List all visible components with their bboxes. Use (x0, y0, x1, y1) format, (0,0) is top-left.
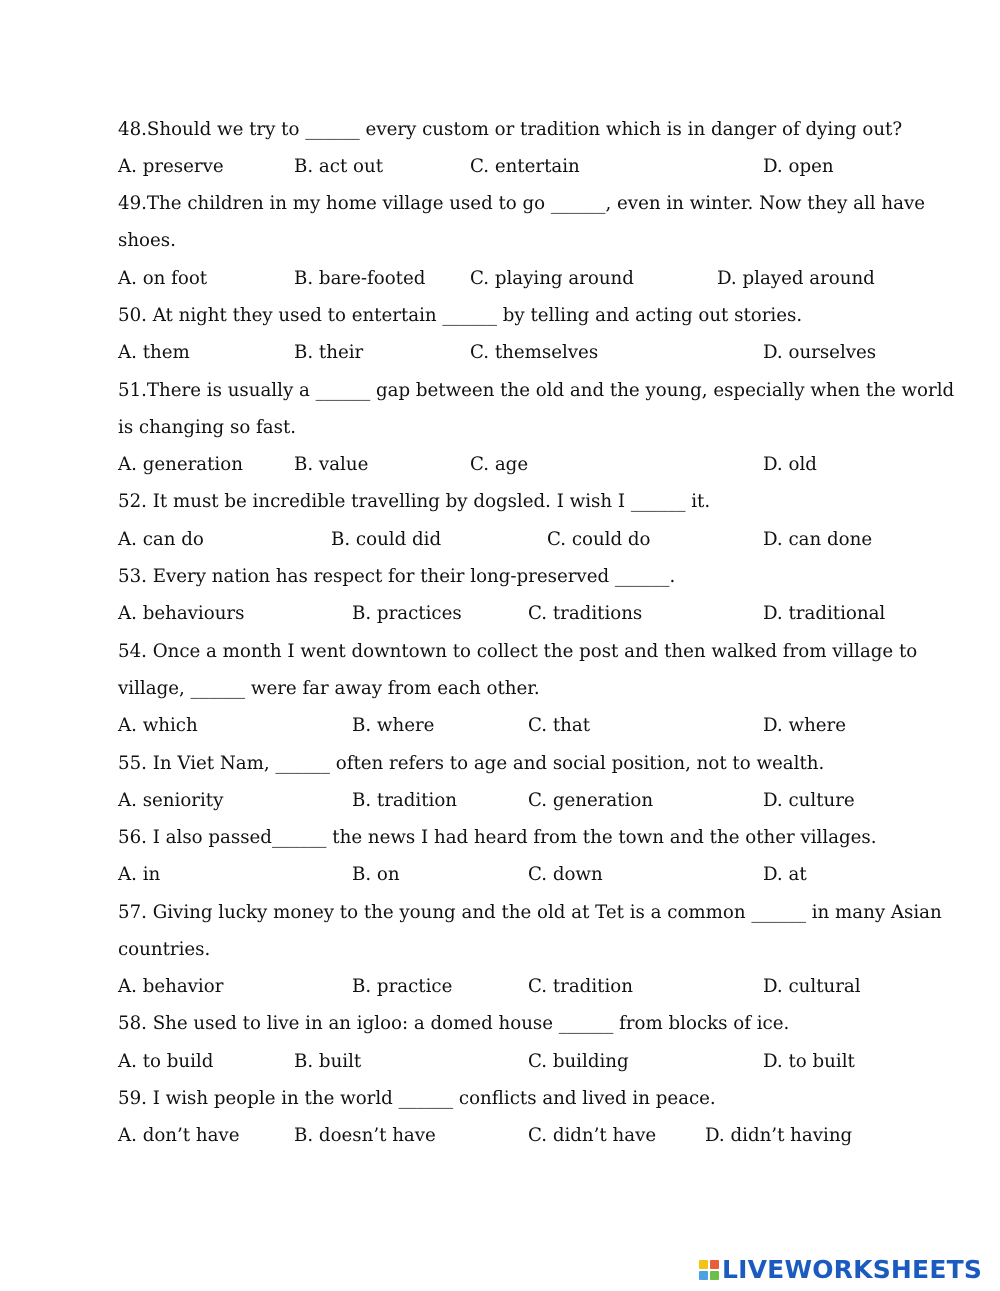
question-54-option-a: A. which (118, 715, 198, 736)
question-54-option-c: C. that (528, 715, 591, 736)
question-56-option-c: C. down (528, 864, 603, 885)
question-51-option-c: C. age (470, 454, 529, 475)
question-54-option-d: D. where (763, 715, 846, 736)
question-53-option-c: C. traditions (528, 603, 643, 624)
question-56-option-d: D. at (763, 864, 807, 885)
question-52-option-c: C. could do (547, 529, 651, 550)
question-51-option-d: D. old (763, 454, 817, 475)
question-51-option-b: B. value (294, 454, 369, 475)
question-49-text-continued: shoes. (118, 230, 176, 251)
question-58-option-d: D. to built (763, 1051, 855, 1072)
question-54-option-b: B. where (352, 715, 435, 736)
question-57-text-continued: countries. (118, 939, 211, 960)
question-58-option-b: B. built (294, 1051, 362, 1072)
question-49-text: 49.The children in my home village used to go ______, even in winter. Now they all have (118, 193, 925, 214)
question-59-option-b: B. doesn’t have (294, 1125, 436, 1146)
question-51-option-a: A. generation (118, 454, 243, 475)
question-49-option-b: B. bare-footed (294, 268, 426, 289)
question-54-text-continued: village, ______ were far away from each other. (118, 678, 540, 699)
question-49-option-a: A. on foot (118, 268, 208, 289)
question-56-option-b: B. on (352, 864, 400, 885)
question-52-option-d: D. can done (763, 529, 873, 550)
liveworksheets-logo (699, 1254, 982, 1286)
question-57-option-d: D. cultural (763, 976, 861, 997)
question-52-text: 52. It must be incredible travelling by dogsled. I wish I ______ it. (118, 491, 711, 512)
question-50-text: 50. At night they used to entertain ______ by telling and acting out stories. (118, 305, 803, 326)
question-51-text: 51.There is usually a ______ gap between the old and the young, especially when the world (118, 380, 955, 401)
question-55-option-b: B. tradition (352, 790, 458, 811)
question-56-text: 56. I also passed______ the news I had heard from the town and the other villages. (118, 827, 877, 848)
question-53-option-b: B. practices (352, 603, 462, 624)
question-59-text: 59. I wish people in the world ______ conflicts and lived in peace. (118, 1088, 716, 1109)
question-51-text-continued: is changing so fast. (118, 417, 297, 438)
question-53-option-d: D. traditional (763, 603, 886, 624)
question-48-option-b: B. act out (294, 156, 384, 177)
question-59-option-d: D. didn’t having (705, 1125, 853, 1146)
question-55-text: 55. In Viet Nam, ______ often refers to age and social position, not to wealth. (118, 753, 825, 774)
question-53-option-a: A. behaviours (118, 603, 245, 624)
question-48-option-d: D. open (763, 156, 834, 177)
question-50-option-b: B. their (294, 342, 364, 363)
question-50-option-a: A. them (118, 342, 190, 363)
question-50-option-d: D. ourselves (763, 342, 877, 363)
question-55-option-a: A. seniority (118, 790, 224, 811)
question-55-option-c: C. generation (528, 790, 654, 811)
question-49-option-c: C. playing around (470, 268, 634, 289)
question-56-option-a: A. in (118, 864, 161, 885)
liveworksheets-mark-icon (699, 1260, 719, 1280)
question-57-option-a: A. behavior (118, 976, 224, 997)
question-52-option-b: B. could did (331, 529, 442, 550)
question-59-option-c: C. didn’t have (528, 1125, 657, 1146)
question-49-option-d: D. played around (717, 268, 875, 289)
question-54-text: 54. Once a month I went downtown to collect the post and then walked from village to (118, 641, 918, 662)
question-58-option-c: C. building (528, 1051, 629, 1072)
question-50-option-c: C. themselves (470, 342, 599, 363)
question-59-option-a: A. don’t have (118, 1125, 240, 1146)
question-58-text: 58. She used to live in an igloo: a domed house ______ from blocks of ice. (118, 1013, 790, 1034)
question-48-option-a: A. preserve (118, 156, 224, 177)
question-53-text: 53. Every nation has respect for their long-preserved ______. (118, 566, 676, 587)
question-55-option-d: D. culture (763, 790, 855, 811)
question-48-text: 48.Should we try to ______ every custom or tradition which is in danger of dying out? (118, 119, 903, 140)
question-57-option-b: B. practice (352, 976, 453, 997)
question-58-option-a: A. to build (118, 1051, 214, 1072)
liveworksheets-wordmark: LIVEWORKSHEETS (722, 1255, 983, 1284)
question-48-option-c: C. entertain (470, 156, 580, 177)
question-52-option-a: A. can do (118, 529, 204, 550)
question-57-text: 57. Giving lucky money to the young and the old at Tet is a common ______ in many Asian (118, 902, 942, 923)
question-57-option-c: C. tradition (528, 976, 633, 997)
